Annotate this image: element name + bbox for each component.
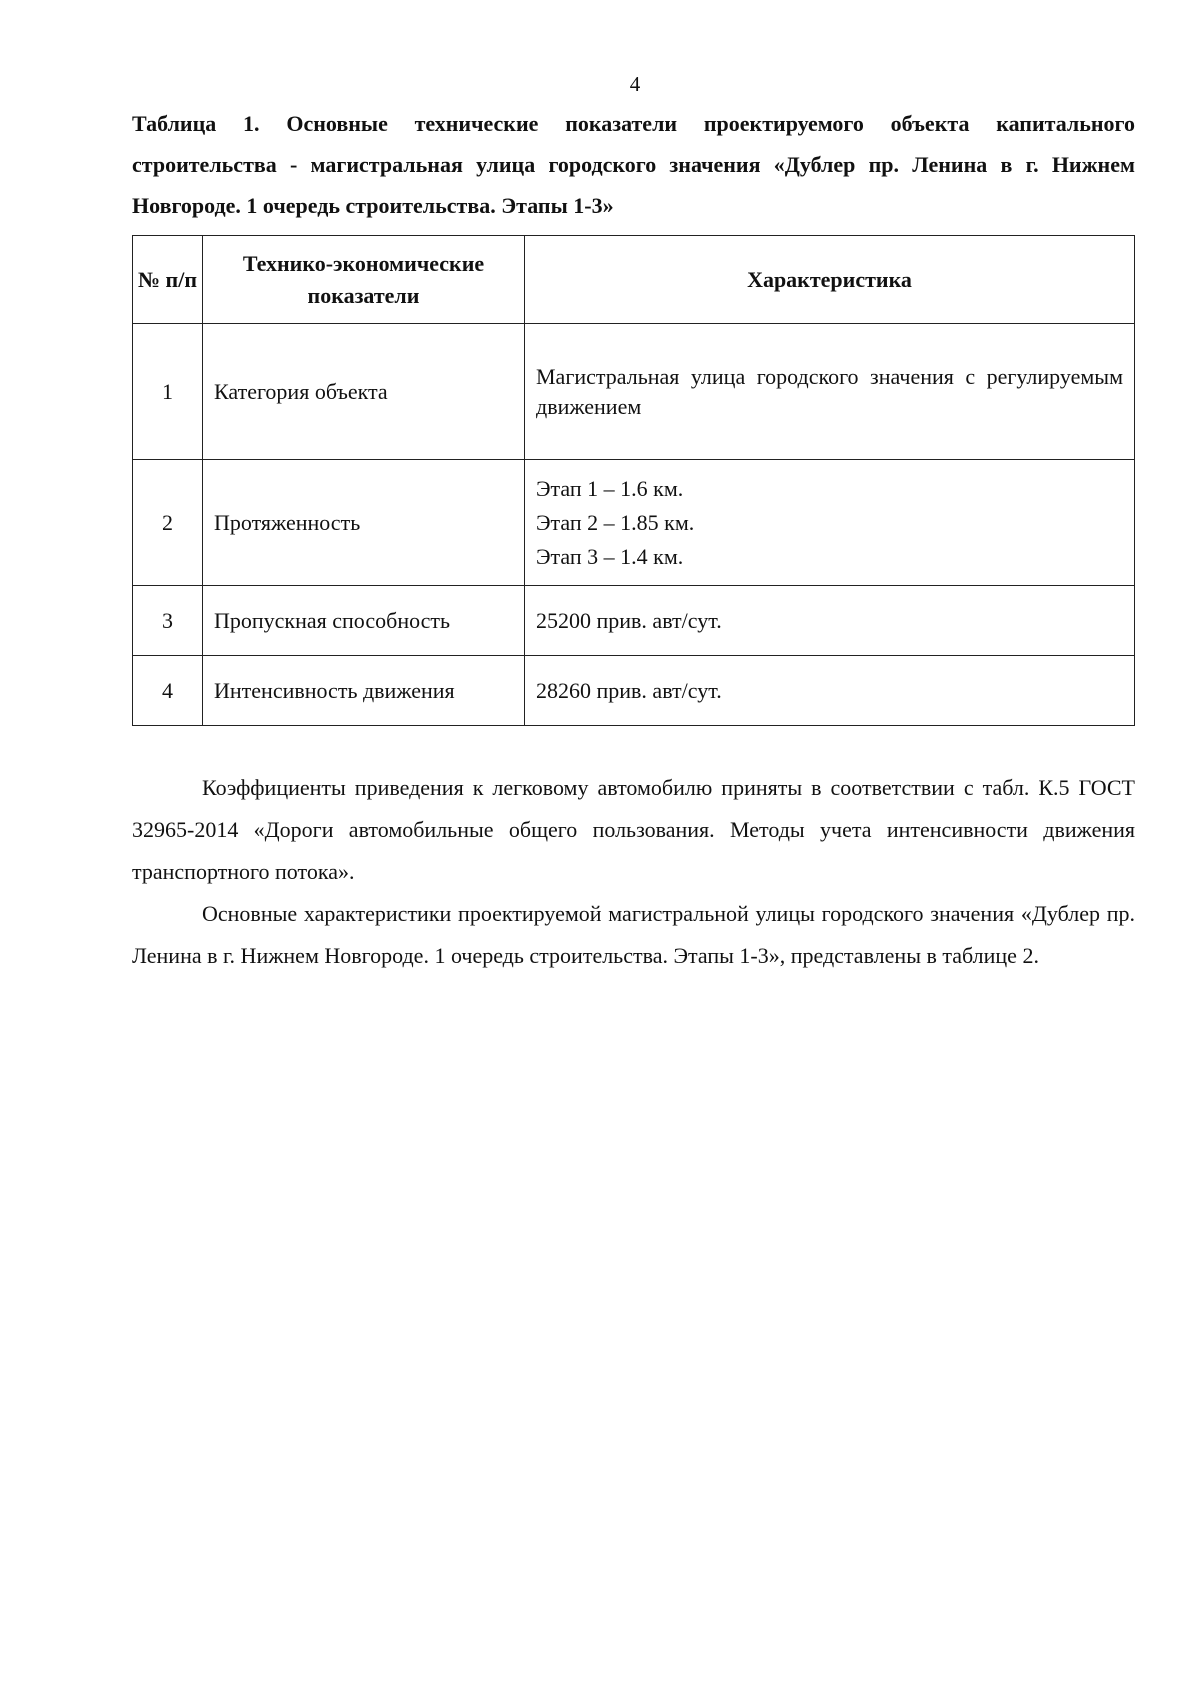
table-row	[133, 324, 1135, 460]
row-characteristic	[525, 324, 1135, 460]
row-number: 3	[133, 586, 203, 656]
row-indicator: Протяженность	[203, 460, 525, 586]
paragraph-coefficients: Коэффициенты приведения к легковому автомобилю приняты в соответствии с табл. К.5 ГОСТ 32965-2014 «Дороги автомобильные общего пользования. Методы учета интенсивности движения транспортного потока».	[132, 775, 1135, 884]
row-characteristic: 25200 прив. авт/сут.	[525, 586, 1135, 656]
table-row	[133, 656, 1135, 726]
stage-length-line: Этап 1 – 1.6 км.	[536, 475, 684, 501]
table-header-row	[133, 236, 1135, 324]
stage-length-line: Этап 2 – 1.85 км.	[536, 509, 695, 535]
page-number: 4	[629, 72, 641, 96]
stage-lengths	[536, 472, 1123, 574]
table-row	[133, 460, 1135, 586]
stage-length-line: Этап 3 – 1.4 км.	[536, 543, 684, 569]
header-indicator: Технико-экономические показатели	[203, 236, 525, 324]
paragraph-characteristics: Основные характеристики проектируемой магистральной улицы городского значения «Дублер пр. Ленина в г. Нижнем Новгороде. 1 очередь строительства. Этапы 1-3», представлены в таблице 2.	[132, 901, 1135, 968]
row-characteristic: 28260 прив. авт/сут.	[525, 656, 1135, 726]
row-number: 1	[133, 324, 203, 460]
row-number: 4	[133, 656, 203, 726]
header-number: № п/п	[133, 236, 203, 324]
table-caption: Таблица 1. Основные технические показатели проектируемого объекта капитального строительства - магистральная улица городского значения «Дублер пр. Ленина в г. Нижнем Новгороде. 1 очередь строительства. Этапы 1-3»	[132, 111, 1135, 218]
row-indicator: Интенсивность движения	[203, 656, 525, 726]
row-characteristic	[525, 460, 1135, 586]
table-row	[133, 586, 1135, 656]
technical-indicators-table	[132, 235, 1135, 726]
row-number: 2	[133, 460, 203, 586]
row-indicator: Категория объекта	[203, 324, 525, 460]
header-characteristic: Характеристика	[525, 236, 1135, 324]
characteristic-text: Магистральная улица городского значения с регулируемым движением	[536, 363, 1123, 419]
row-indicator: Пропускная способность	[203, 586, 525, 656]
